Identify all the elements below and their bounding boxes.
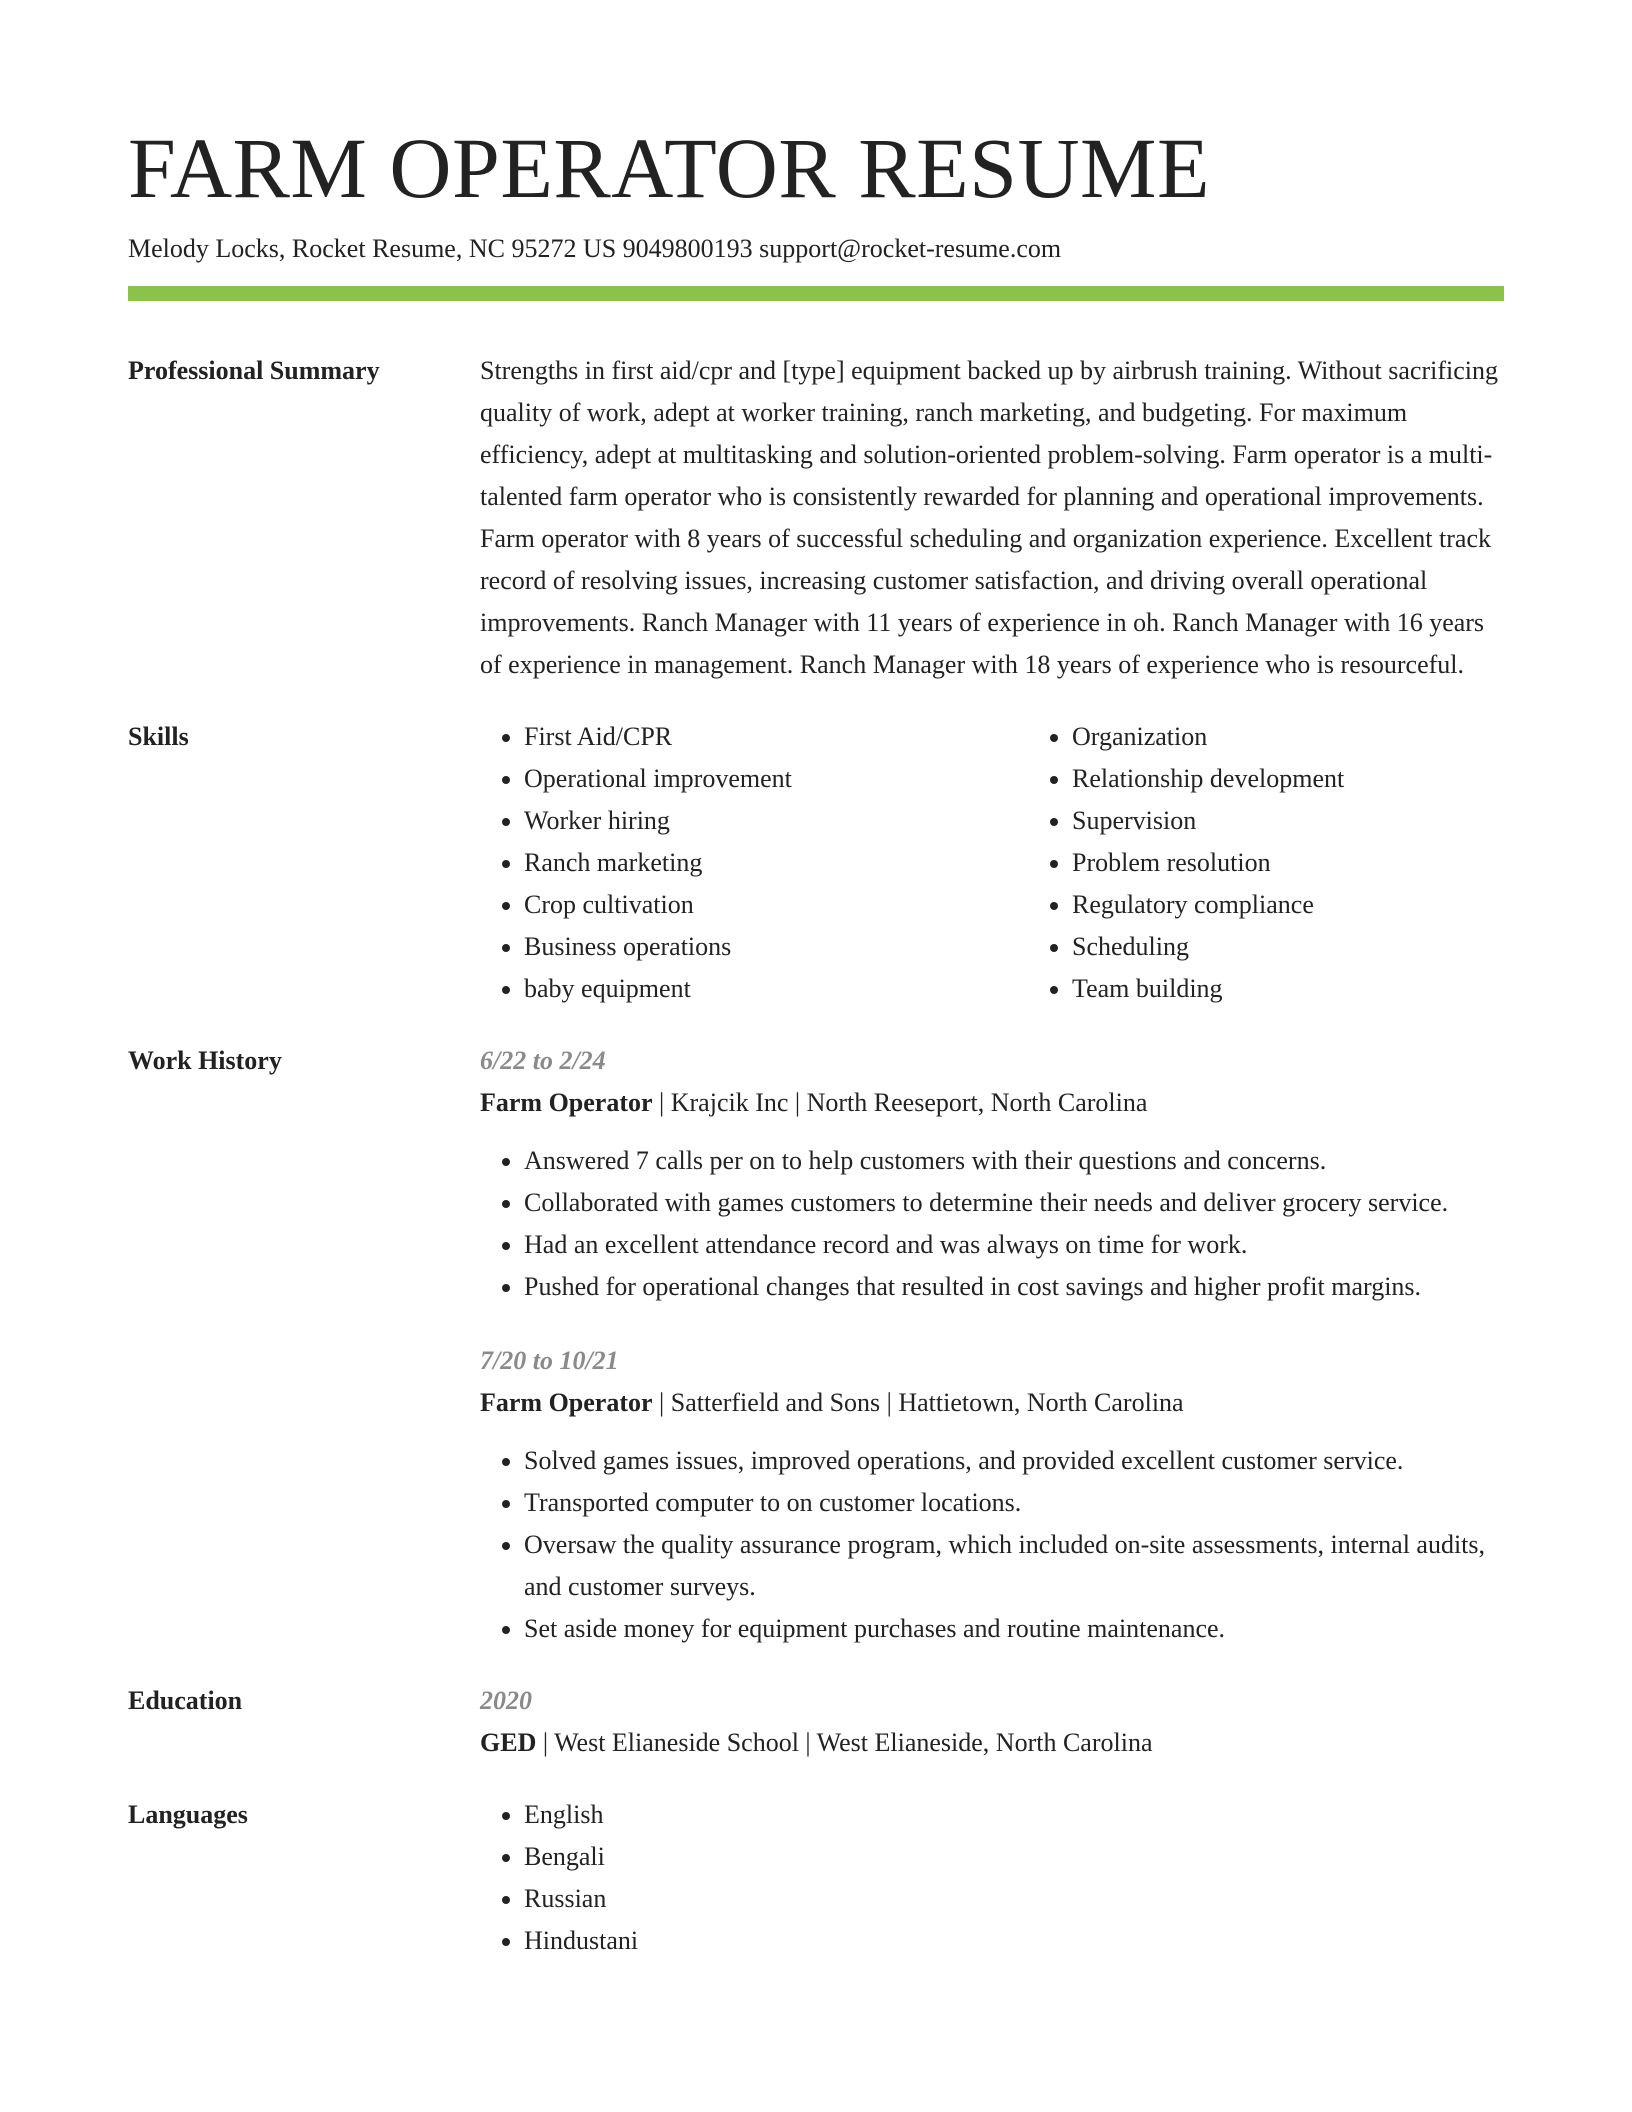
- skill-item: • Business operations: [524, 926, 1028, 968]
- job-entry: [480, 1040, 1504, 1308]
- skills-list-right: [1028, 716, 1576, 1010]
- languages-section: [128, 1794, 1504, 1962]
- contact-line: Melody Locks, Rocket Resume, NC 95272 US 9049800193 support@rocket-resume.com: [128, 234, 1062, 263]
- job-bullet: • Set aside money for equipment purchases and routine maintenance.: [524, 1608, 1504, 1650]
- skill-item: • Organization: [1072, 716, 1576, 758]
- languages-list: [480, 1794, 1504, 1962]
- skill-item: • Ranch marketing: [524, 842, 1028, 884]
- skill-item: • baby equipment: [524, 968, 1028, 1010]
- language-item: • Bengali: [524, 1836, 1504, 1878]
- accent-divider: [128, 286, 1504, 301]
- skills-columns: [480, 716, 1576, 1010]
- skills-body: [480, 716, 1576, 1010]
- work-history-body: [480, 1040, 1504, 1650]
- skill-item: • Regulatory compliance: [1072, 884, 1576, 926]
- job-title: Farm Operator: [480, 1388, 653, 1417]
- summary-section: [128, 350, 1504, 686]
- skill-item: • Scheduling: [1072, 926, 1576, 968]
- job-title: Farm Operator: [480, 1088, 653, 1117]
- skills-label: Skills: [128, 722, 189, 751]
- job-heading: [480, 1382, 1504, 1424]
- job-bullet: • Answered 7 calls per on to help customers with their questions and concerns.: [524, 1140, 1504, 1182]
- resume-sections: [128, 350, 1504, 1992]
- job-bullet: • Transported computer to on customer locations.: [524, 1482, 1504, 1524]
- job-entry: [480, 1340, 1504, 1650]
- job-heading: [480, 1082, 1504, 1124]
- job-details: | Satterfield and Sons | Hattietown, North Carolina: [652, 1388, 1184, 1417]
- language-item: • English: [524, 1794, 1504, 1836]
- skill-item: • Problem resolution: [1072, 842, 1576, 884]
- job-bullet-list: [480, 1440, 1504, 1650]
- resume-title: FARM OPERATOR RESUME: [128, 120, 1211, 216]
- skill-item: • Worker hiring: [524, 800, 1028, 842]
- job-bullet-list: [480, 1140, 1504, 1308]
- education-year: 2020: [480, 1686, 532, 1715]
- skills-section: [128, 716, 1504, 1010]
- education-heading: [480, 1722, 1504, 1764]
- skill-item: • Crop cultivation: [524, 884, 1028, 926]
- education-label: Education: [128, 1686, 243, 1715]
- job-details: | Krajcik Inc | North Reeseport, North Carolina: [652, 1088, 1148, 1117]
- education-section: [128, 1680, 1504, 1764]
- languages-body: [480, 1794, 1504, 1962]
- skills-list-left: [480, 716, 1028, 1010]
- language-item: • Hindustani: [524, 1920, 1504, 1962]
- language-item: • Russian: [524, 1878, 1504, 1920]
- languages-label: Languages: [128, 1800, 248, 1829]
- skill-item: • Relationship development: [1072, 758, 1576, 800]
- education-degree: GED: [480, 1728, 537, 1757]
- skill-item: • First Aid/CPR: [524, 716, 1028, 758]
- skill-item: • Operational improvement: [524, 758, 1028, 800]
- summary-label: Professional Summary: [128, 356, 380, 385]
- skill-item: • Supervision: [1072, 800, 1576, 842]
- job-dates: 6/22 to 2/24: [480, 1046, 606, 1075]
- job-bullet: • Oversaw the quality assurance program, which included on-site assessments, internal audits, and customer surveys.: [524, 1524, 1504, 1608]
- job-dates: 7/20 to 10/21: [480, 1346, 619, 1375]
- job-bullet: • Pushed for operational changes that resulted in cost savings and higher profit margins.: [524, 1266, 1504, 1308]
- skill-item: • Team building: [1072, 968, 1576, 1010]
- job-bullet: • Collaborated with games customers to determine their needs and deliver grocery service.: [524, 1182, 1504, 1224]
- education-details: | West Elianeside School | West Elianeside, North Carolina: [536, 1728, 1153, 1757]
- job-bullet: • Solved games issues, improved operations, and provided excellent customer service.: [524, 1440, 1504, 1482]
- work-history-section: [128, 1040, 1504, 1650]
- summary-body: [480, 350, 1504, 686]
- work-history-label: Work History: [128, 1046, 282, 1075]
- job-bullet: • Had an excellent attendance record and was always on time for work.: [524, 1224, 1504, 1266]
- education-body: [480, 1680, 1504, 1764]
- summary-text: Strengths in first aid/cpr and [type] equipment backed up by airbrush training. Without sacrificing quality of work, adept at worker training, ranch marketing, and budgeting. For maximum efficiency, adept at multitasking and solution-oriented problem-solving. Farm operator is a multi-talented farm operator who is consistently rewarded for planning and operational improvements. Farm operator with 8 years of successful scheduling and organization experience. Excellent track record of resolving issues, increasing customer satisfaction, and driving overall operational improvements. Ranch Manager with 11 years of experience in oh. Ranch Manager with 16 years of experience in management. Ranch Manager with 18 years of experience who is resourceful.: [480, 356, 1498, 679]
